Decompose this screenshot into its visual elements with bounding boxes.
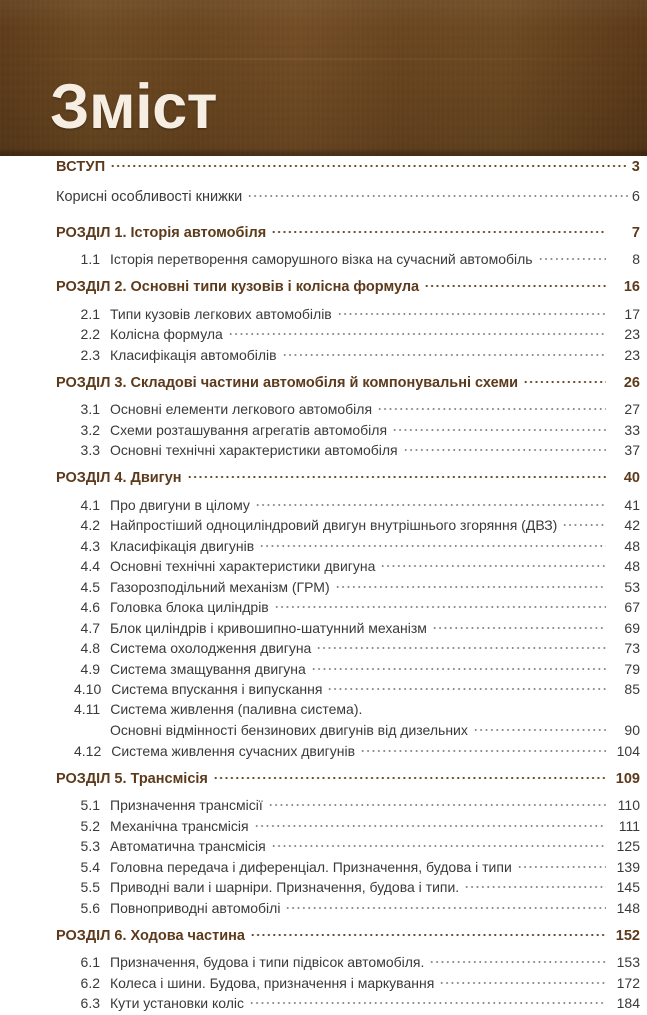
- toc-entry-section[interactable]: [0, 537, 647, 558]
- leader-dots: [562, 516, 606, 530]
- leader-dots: [360, 742, 606, 756]
- toc-entry-section[interactable]: [0, 994, 647, 1015]
- leader-dots: [255, 496, 606, 510]
- toc-entry-label: Система змащування двигуна: [110, 660, 306, 677]
- toc-entry-page-number: 184: [616, 995, 640, 1011]
- leader-dots: [311, 660, 606, 674]
- toc-entry-section-number: 4.5: [80, 578, 100, 595]
- leader-dots: [187, 468, 606, 483]
- leader-dots: [392, 421, 606, 435]
- toc-entry-label: Класифікація автомобілів: [110, 346, 277, 363]
- toc-entry-label: РОЗДІЛ 3. Складові частини автомобіля й компонувальні схеми: [56, 374, 519, 391]
- leader-dots: [247, 186, 628, 201]
- toc-entry-section-number: 4.8: [80, 640, 100, 656]
- toc-entry-page-number: 23: [624, 326, 640, 342]
- toc-entry-front-matter[interactable]: [0, 156, 647, 186]
- toc-entry-section[interactable]: [0, 578, 647, 599]
- toc-entry-label: Колісна формула: [110, 326, 223, 342]
- toc-entry-section-number: 5.6: [80, 899, 100, 916]
- toc-entry-section-number: 6.3: [80, 995, 100, 1011]
- toc-entry-label: Система впускання і випускання: [111, 681, 323, 697]
- toc-entry-page-number: 145: [616, 879, 640, 895]
- toc-entry-page-number: 41: [624, 496, 640, 513]
- toc-entry-section-number: 5.1: [80, 797, 100, 813]
- toc-entry-chapter[interactable]: [0, 222, 647, 250]
- leader-dots: [268, 796, 606, 810]
- leader-dots: [282, 346, 606, 360]
- toc-entry-front-matter[interactable]: [0, 186, 647, 216]
- toc-entry-label-continued: Основні відмінності бензинових двигунів від дизельних: [110, 722, 468, 738]
- toc-entry-page-number: 17: [624, 305, 640, 322]
- toc-entry-label: Колеса і шини. Будова, призначення і маркування: [110, 974, 435, 991]
- leader-dots: [285, 899, 606, 913]
- toc-entry-section-number: 5.4: [80, 858, 100, 875]
- toc-entry-section[interactable]: [0, 878, 647, 899]
- leader-dots: [327, 680, 606, 694]
- toc-entry-chapter[interactable]: [0, 372, 647, 400]
- toc-entry-label: Типи кузовів легкових автомобілів: [110, 305, 332, 322]
- leader-dots: [316, 639, 606, 653]
- leader-dots: [271, 837, 606, 851]
- toc-entry-label: Найпростіший одноциліндровий двигун внутрішнього згоряння (ДВЗ): [110, 517, 558, 533]
- toc-entry-section-number: 2.2: [80, 326, 100, 342]
- toc-entry-section[interactable]: [0, 953, 647, 974]
- toc-entry-label: РОЗДІЛ 2. Основні типи кузовів і колісна формула: [56, 279, 420, 295]
- leader-dots: [429, 953, 606, 967]
- toc-entry-chapter[interactable]: [0, 768, 647, 796]
- toc-entry-section[interactable]: [0, 305, 647, 326]
- toc-entry-section-number: 4.11: [74, 700, 101, 717]
- toc-entry-section[interactable]: [0, 660, 647, 681]
- table-of-contents: [0, 156, 647, 1015]
- toc-entry-chapter[interactable]: [0, 925, 647, 953]
- toc-entry-section[interactable]: [0, 250, 647, 271]
- toc-entry-page-number: 26: [623, 374, 640, 391]
- toc-entry-page-number: 6: [631, 188, 640, 205]
- toc-entry-page-number: 153: [616, 954, 640, 970]
- toc-entry-section-line-2: [74, 721, 640, 742]
- toc-entry-page-number: 48: [624, 558, 640, 574]
- toc-entry-page-number: 8: [632, 251, 640, 267]
- leader-dots: [403, 441, 606, 455]
- toc-entry-label: Приводні вали і шарніри. Призначення, будова і типи.: [110, 879, 460, 895]
- toc-entry-page-number: 79: [624, 660, 640, 677]
- toc-entry-page-number: 85: [624, 681, 640, 697]
- toc-entry-page-number: 111: [618, 817, 640, 834]
- leader-dots: [259, 537, 606, 551]
- leader-dots: [249, 994, 606, 1008]
- leader-dots: [473, 721, 606, 735]
- leader-dots: [250, 925, 606, 940]
- toc-entry-page-number: 27: [624, 401, 640, 417]
- toc-entry-page-number: 125: [616, 838, 640, 854]
- toc-entry-label: Механічна трансмісія: [110, 817, 249, 834]
- toc-entry-page-number: 37: [624, 442, 640, 458]
- toc-entry-section[interactable]: [0, 400, 647, 421]
- toc-entry-label: Основні технічні характеристики двигуна: [110, 558, 376, 574]
- toc-entry-page-number: 172: [616, 974, 640, 991]
- toc-entry-section-number: 2.1: [80, 305, 100, 322]
- toc-entry-page-number: 109: [615, 770, 640, 787]
- toc-entry-chapter[interactable]: [0, 277, 647, 305]
- leader-dots: [337, 305, 606, 319]
- toc-entry-label: Система живлення (паливна система).: [110, 700, 363, 717]
- toc-entry-page-number: 152: [615, 927, 640, 944]
- toc-entry-section-number: 5.5: [80, 879, 100, 895]
- toc-entry-page-number: 90: [624, 722, 640, 738]
- toc-entry-section-number: 6.2: [80, 974, 100, 991]
- toc-entry-section[interactable]: [0, 516, 647, 537]
- toc-entry-label: РОЗДІЛ 4. Двигун: [56, 470, 182, 486]
- leader-dots: [464, 878, 606, 892]
- toc-entry-label: Призначення трансмісії: [110, 797, 263, 813]
- toc-entry-label: Кути установки коліс: [110, 995, 244, 1011]
- toc-entry-section-number: 4.6: [80, 599, 100, 615]
- toc-entry-page-number: 73: [624, 640, 640, 656]
- leader-dots: [271, 222, 606, 237]
- toc-entry-section-number: 3.1: [80, 401, 100, 417]
- leader-dots: [538, 250, 606, 264]
- toc-entry-label: Газорозподільний механізм (ГРМ): [110, 578, 330, 595]
- leader-dots: [274, 598, 606, 612]
- toc-entry-section[interactable]: [0, 817, 647, 838]
- leader-dots: [335, 578, 606, 592]
- toc-entry-page-number: 110: [617, 797, 640, 813]
- toc-entry-section[interactable]: [0, 619, 647, 640]
- toc-entry-section[interactable]: [0, 837, 647, 858]
- toc-entry-section-number: 4.1: [80, 496, 100, 513]
- toc-entry-page-number: 53: [624, 578, 640, 595]
- toc-entry-section[interactable]: [0, 796, 647, 817]
- toc-entry-section-number: 4.3: [80, 537, 100, 554]
- toc-entry-label: Корисні особливості книжки: [56, 188, 243, 205]
- toc-entry-section-number: 4.9: [80, 660, 100, 677]
- toc-entry-label: Головка блока циліндрів: [110, 599, 269, 615]
- toc-entry-label: РОЗДІЛ 5. Трансмісія: [56, 770, 208, 787]
- toc-entry-section[interactable]: [0, 680, 647, 701]
- toc-entry-page-number: 40: [623, 470, 640, 486]
- toc-entry-section-number: 5.2: [80, 817, 100, 834]
- leader-dots: [380, 557, 606, 571]
- toc-entry-label: Про двигуни в цілому: [110, 496, 250, 513]
- page-header-banner: [0, 0, 647, 156]
- leader-dots: [523, 372, 606, 387]
- toc-entry-page-number: 33: [624, 421, 640, 438]
- leader-dots: [377, 400, 606, 414]
- toc-entry-label: РОЗДІЛ 6. Ходова частина: [56, 927, 245, 944]
- toc-entry-section-number: 3.2: [80, 421, 100, 438]
- toc-entry-page-number: 67: [624, 599, 640, 615]
- toc-entry-chapter[interactable]: [0, 468, 647, 496]
- toc-entry-page-number: 104: [616, 742, 640, 759]
- toc-entry-label: Основні технічні характеристики автомобіля: [110, 442, 398, 458]
- toc-entry-page-number: 48: [624, 537, 640, 554]
- toc-entry-section[interactable]: [0, 325, 647, 346]
- toc-entry-section[interactable]: [0, 496, 647, 517]
- toc-entry-section[interactable]: [0, 598, 647, 619]
- leader-dots: [228, 325, 606, 339]
- toc-entry-label: ВСТУП: [56, 158, 106, 175]
- toc-entry-section[interactable]: [0, 899, 647, 920]
- toc-entry-section[interactable]: [0, 858, 647, 879]
- toc-entry-section-number: 6.1: [80, 954, 100, 970]
- toc-entry-section-number: 4.10: [74, 681, 102, 697]
- toc-entry-section[interactable]: [0, 441, 647, 462]
- leader-dots: [213, 768, 606, 783]
- header-texture-seam: [0, 58, 647, 60]
- toc-entry-page-number: 16: [623, 279, 640, 295]
- toc-entry-section-number: 4.12: [74, 742, 102, 759]
- toc-entry-section[interactable]: [0, 742, 647, 763]
- toc-entry-page-number: 139: [616, 858, 640, 875]
- toc-entry-label: Система живлення сучасних двигунів: [111, 742, 356, 759]
- toc-entry-label: Головна передача і диференціал. Призначення, будова і типи: [110, 858, 512, 875]
- leader-dots: [517, 858, 606, 872]
- toc-entry-label: Схеми розташування агрегатів автомобіля: [110, 421, 388, 438]
- toc-entry-section[interactable]: [0, 974, 647, 995]
- leader-dots: [432, 619, 606, 633]
- header-bottom-shadow: [0, 148, 647, 156]
- toc-entry-section-number: 3.3: [80, 442, 100, 458]
- toc-entry-section[interactable]: [0, 421, 647, 442]
- toc-entry-label: Основні елементи легкового автомобіля: [110, 401, 373, 417]
- leader-dots: [254, 817, 606, 831]
- toc-entry-section-number: 1.1: [80, 251, 100, 267]
- toc-entry-page-number: 148: [616, 899, 640, 916]
- toc-entry-section[interactable]: [0, 557, 647, 578]
- toc-entry-section[interactable]: [0, 346, 647, 367]
- toc-entry-section-number: 5.3: [80, 838, 100, 854]
- toc-entry-section-number: 4.4: [80, 558, 100, 574]
- leader-dots: [110, 156, 627, 171]
- toc-entry-section-number: 4.7: [80, 619, 100, 636]
- toc-entry-label: Історія перетворення саморушного візка на сучасний автомобіль: [110, 251, 533, 267]
- toc-entry-section[interactable]: [0, 701, 647, 742]
- toc-entry-label: РОЗДІЛ 1. Історія автомобіля: [56, 224, 267, 241]
- toc-entry-label: Блок циліндрів і кривошипно-шатунний механізм: [110, 619, 427, 636]
- toc-entry-label: Система охолодження двигуна: [110, 640, 312, 656]
- toc-entry-section-number: 4.2: [80, 517, 100, 533]
- toc-entry-page-number: 7: [631, 224, 640, 241]
- leader-dots: [439, 974, 606, 988]
- toc-entry-label: Призначення, будова і типи підвісок автомобіля.: [110, 954, 425, 970]
- toc-entry-page-number: 42: [624, 517, 640, 533]
- toc-entry-page-number: 69: [624, 619, 640, 636]
- page-title: Зміст: [50, 72, 217, 142]
- leader-dots: [424, 277, 606, 292]
- toc-entry-label: Повноприводні автомобілі: [110, 899, 281, 916]
- toc-entry-label: Автоматична трансмісія: [110, 838, 266, 854]
- toc-entry-page-number: 23: [624, 346, 640, 363]
- toc-entry-label: Класифікація двигунів: [110, 537, 255, 554]
- toc-entry-section-line-1: [74, 701, 640, 722]
- toc-entry-section-number: 2.3: [80, 346, 100, 363]
- toc-entry-page-number: 3: [631, 158, 640, 175]
- toc-entry-section[interactable]: [0, 639, 647, 660]
